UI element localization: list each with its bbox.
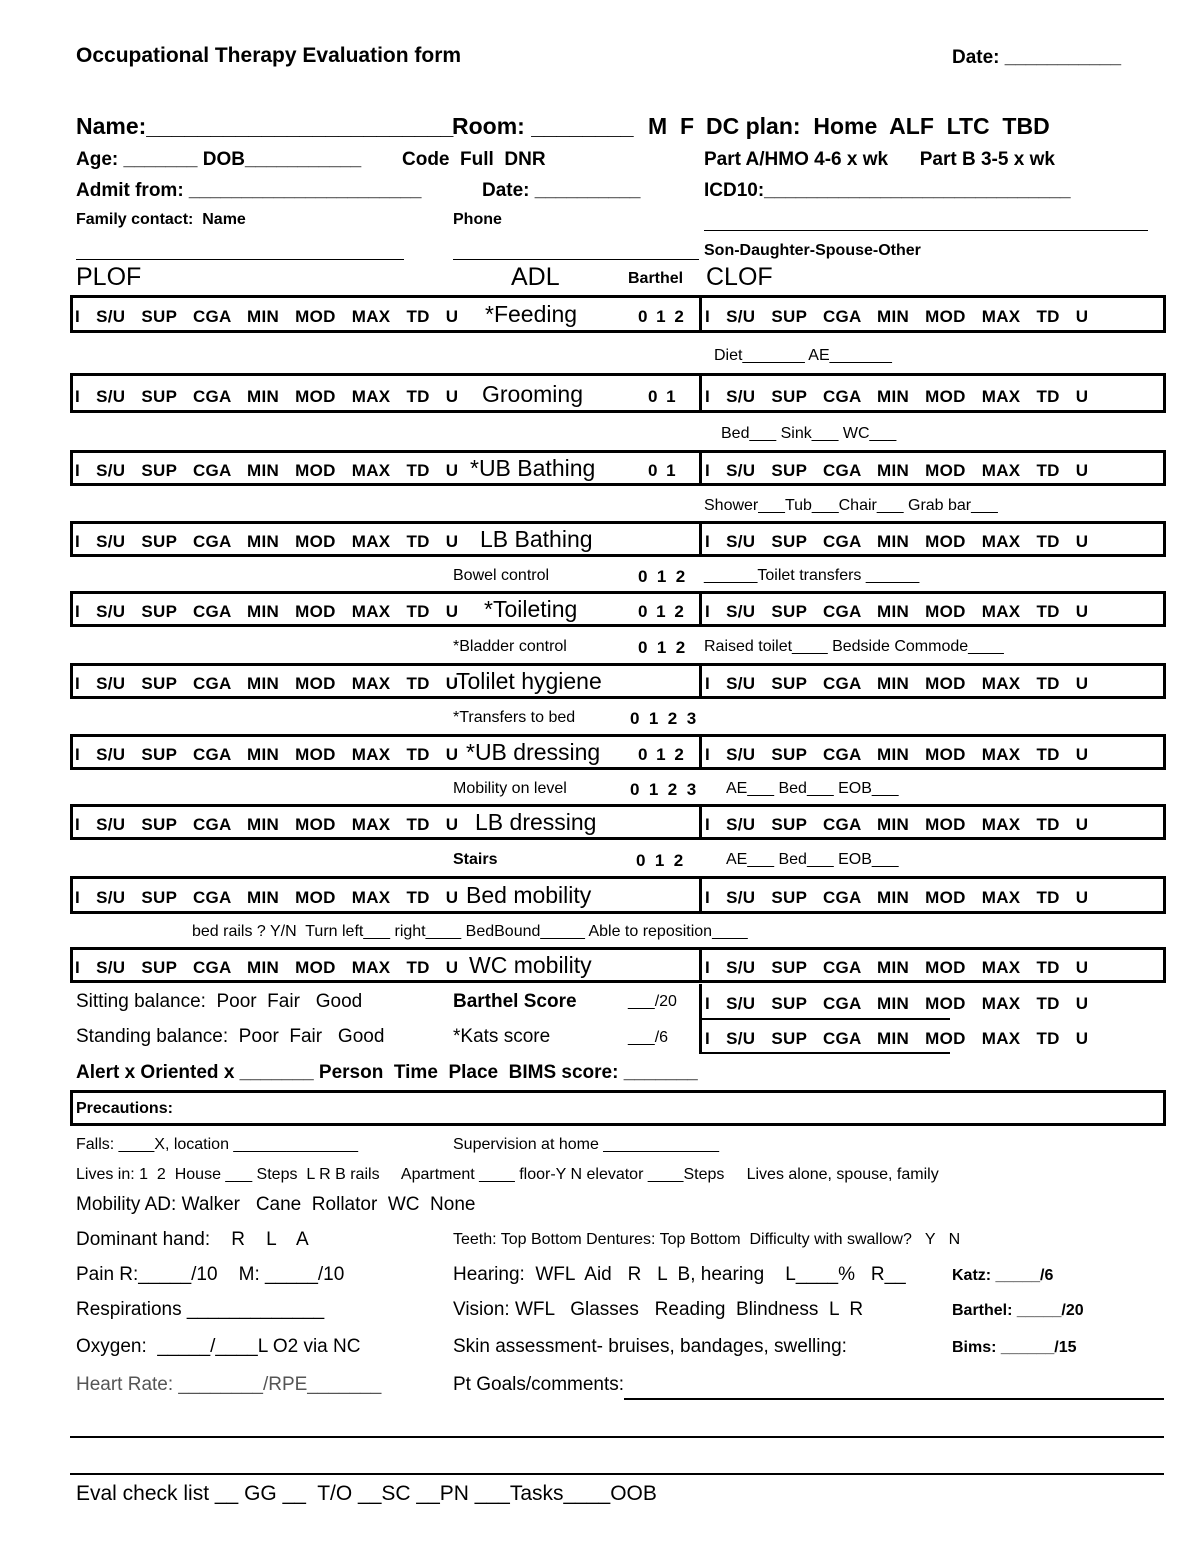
clof-levels-toileting[interactable]: I S/U SUP CGA MIN MOD MAX TD U [705,602,1089,621]
plof-levels-lb-bathing[interactable]: I S/U SUP CGA MIN MOD MAX TD U [75,532,459,551]
adl-label-grooming: Grooming [482,381,583,407]
standing-balance[interactable]: Standing balance: Poor Fair Good [76,1026,385,1047]
relation-options: Son-Daughter-Spouse-Other [704,242,921,259]
bladder-control-score[interactable]: 0 1 2 [638,638,686,657]
row-divider [699,295,702,333]
mobility-on-level-score[interactable]: 0 1 2 3 [630,780,697,799]
alert-oriented-line[interactable]: Alert x Oriented x _______ Person Time Place BIMS score: _______ [76,1062,698,1083]
bowel-control-score[interactable]: 0 1 2 [638,567,686,586]
score-divider [699,1020,702,1054]
row-divider [699,947,702,983]
lives-in-field[interactable]: Lives in: 1 2 House ___ Steps L R B rails Apartment ____ floor-Y N elevator ____Steps Lives alone, spouse, family [76,1166,939,1183]
barthel-score-grooming[interactable]: 0 1 [648,387,676,406]
clof-levels-ub-bathing[interactable]: I S/U SUP CGA MIN MOD MAX TD U [705,461,1089,480]
room-field[interactable]: Room: ________ [452,113,634,139]
pt-goals-line[interactable] [624,1398,1164,1400]
bowel-control-label: Bowel control [453,567,550,584]
skin-assessment-field[interactable]: Skin assessment- bruises, bandages, swelling: [453,1336,847,1357]
oxygen-field[interactable]: Oxygen: _____/____L O2 via NC [76,1336,361,1357]
score-underline [699,1052,950,1054]
adl-header: ADL [511,263,560,291]
row-divider [699,521,702,557]
family-contact-label: Family contact: Name [76,211,246,228]
toilet-transfers-note[interactable]: ______Toilet transfers ______ [704,567,920,584]
clof-levels-feeding[interactable]: I S/U SUP CGA MIN MOD MAX TD U [705,307,1089,326]
stairs-ae-note[interactable]: AE___ Bed___ EOB___ [726,851,899,868]
plof-levels-ub-bathing[interactable]: I S/U SUP CGA MIN MOD MAX TD U [75,461,459,480]
age-dob-field[interactable]: Age: _______ DOB___________ [76,149,362,170]
supervision-field[interactable]: Supervision at home _____________ [453,1136,719,1153]
bathing-location-note[interactable]: Shower___Tub___Chair___ Grab bar___ [704,497,998,514]
falls-field[interactable]: Falls: ____X, location ______________ [76,1136,358,1153]
icd10-field[interactable]: ICD10:_____________________________ [704,180,1071,201]
bed-rails-note[interactable]: bed rails ? Y/N Turn left___ right____ BedBound_____ Able to reposition____ [192,923,748,940]
row-divider [699,450,702,486]
teeth-field[interactable]: Teeth: Top Bottom Dentures: Top Bottom Difficulty with swallow? Y N [453,1231,961,1248]
clof-levels-ub-dressing[interactable]: I S/U SUP CGA MIN MOD MAX TD U [705,745,1089,764]
row-divider [699,734,702,770]
part-frequency-field[interactable]: Part A/HMO 4-6 x wk Part B 3-5 x wk [704,149,1055,170]
hearing-field[interactable]: Hearing: WFL Aid R L B, hearing L____% R__ [453,1264,906,1285]
plof-levels-toileting[interactable]: I S/U SUP CGA MIN MOD MAX TD U [75,602,459,621]
row-divider [699,591,702,627]
bladder-control-label: *Bladder control [453,638,567,655]
barthel-score-toileting[interactable]: 0 1 2 [638,602,684,621]
admit-from-field[interactable]: Admit from: ______________________ [76,180,422,201]
admit-date-field[interactable]: Date: __________ [482,180,641,201]
diet-note[interactable]: Diet_______ AE_______ [714,347,892,364]
plof-levels-grooming[interactable]: I S/U SUP CGA MIN MOD MAX TD U [75,387,459,406]
code-status-field[interactable]: Code Full DNR [402,149,546,170]
adl-label-ub-dressing: *UB dressing [466,739,601,765]
row-divider [699,804,702,840]
barthel-score-ub-bathing[interactable]: 0 1 [648,461,676,480]
pt-goals-label: Pt Goals/comments: [453,1374,625,1395]
clof-levels-wc-mobility[interactable]: I S/U SUP CGA MIN MOD MAX TD U [705,958,1089,977]
heart-rate-field[interactable]: Heart Rate: ________/RPE_______ [76,1374,382,1395]
score-divider [699,984,702,1020]
score-underline [699,1018,950,1020]
barthel-score-value[interactable]: ___/20 [628,993,677,1010]
sitting-clof-levels[interactable]: I S/U SUP CGA MIN MOD MAX TD U [705,994,1089,1013]
raised-toilet-note[interactable]: Raised toilet____ Bedside Commode____ [704,638,1004,655]
precautions-box[interactable] [70,1090,1166,1126]
katz-field[interactable]: Katz: _____/6 [952,1267,1054,1284]
plof-levels-ub-dressing[interactable]: I S/U SUP CGA MIN MOD MAX TD U [75,745,459,764]
row-divider [699,876,702,914]
phone-line[interactable] [453,259,699,260]
stairs-score[interactable]: 0 1 2 [636,851,684,870]
plof-levels-bed-mobility[interactable]: I S/U SUP CGA MIN MOD MAX TD U [75,888,459,907]
adl-label-bed-mobility: Bed mobility [466,882,592,908]
stairs-label: Stairs [453,851,498,868]
respirations-field[interactable]: Respirations _____________ [76,1299,325,1320]
name-field[interactable]: Name:________________________ [76,113,454,139]
barthel-score-feeding[interactable]: 0 1 2 [638,307,684,326]
adl-label-wc-mobility: WC mobility [469,952,592,978]
adl-label-lb-bathing: LB Bathing [480,526,593,552]
comments-line[interactable] [70,1436,1164,1438]
clof-levels-lb-dressing[interactable]: I S/U SUP CGA MIN MOD MAX TD U [705,815,1089,834]
adl-label-feeding: *Feeding [485,301,578,327]
barthel-header: Barthel [628,270,684,287]
dc-plan-field[interactable]: DC plan: Home ALF LTC TBD [706,113,1050,139]
plof-levels-feeding[interactable]: I S/U SUP CGA MIN MOD MAX TD U [75,307,459,326]
clof-header: CLOF [706,263,773,291]
bims-field[interactable]: Bims: ______/15 [952,1339,1077,1356]
adl-label-toileting: *Toileting [484,596,578,622]
mobility-on-level-label: Mobility on level [453,780,567,797]
mobility-ae-note[interactable]: AE___ Bed___ EOB___ [726,780,899,797]
comments-line[interactable] [70,1473,1164,1475]
clof-levels-bed-mobility[interactable]: I S/U SUP CGA MIN MOD MAX TD U [705,888,1089,907]
clof-levels-toilet-hygiene[interactable]: I S/U SUP CGA MIN MOD MAX TD U [705,674,1089,693]
barthel-score-label: Barthel Score [453,991,577,1012]
plof-levels-wc-mobility[interactable]: I S/U SUP CGA MIN MOD MAX TD U [75,958,459,977]
plof-levels-lb-dressing[interactable]: I S/U SUP CGA MIN MOD MAX TD U [75,815,459,834]
row-divider [699,373,702,413]
grooming-location-note[interactable]: Bed___ Sink___ WC___ [721,425,897,442]
plof-header: PLOF [76,263,142,291]
date-field[interactable]: Date: ___________ [952,47,1122,68]
phone-label: Phone [453,211,502,228]
precautions-label: Precautions: [76,1100,173,1117]
standing-clof-levels[interactable]: I S/U SUP CGA MIN MOD MAX TD U [705,1029,1089,1048]
barthel-summary-field[interactable]: Barthel: _____/20 [952,1302,1084,1319]
row-divider [699,663,702,699]
adl-label-toilet-hygiene: Tolilet hygiene [456,668,602,694]
vision-field[interactable]: Vision: WFL Glasses Reading Blindness L R [453,1299,864,1320]
adl-label-ub-bathing: *UB Bathing [470,455,596,481]
barthel-score-ub-dressing[interactable]: 0 1 2 [638,745,684,764]
mobility-ad-field[interactable]: Mobility AD: Walker Cane Rollator WC None [76,1194,476,1215]
eval-checklist[interactable]: Eval check list __ GG __ T/O __SC __PN ___Tasks____OOB [76,1482,657,1505]
form-title: Occupational Therapy Evaluation form [76,44,462,67]
transfers-to-bed-score[interactable]: 0 1 2 3 [630,709,697,728]
clof-levels-grooming[interactable]: I S/U SUP CGA MIN MOD MAX TD U [705,387,1089,406]
icd10-extra-line[interactable] [704,230,1148,231]
family-name-line[interactable] [76,259,404,260]
kats-score-label: *Kats score [453,1026,551,1047]
plof-levels-toilet-hygiene[interactable]: I S/U SUP CGA MIN MOD MAX TD U [75,674,459,693]
sitting-balance[interactable]: Sitting balance: Poor Fair Good [76,991,363,1012]
kats-score-value[interactable]: ___/6 [628,1029,669,1046]
sex-field[interactable]: M F [648,113,694,139]
pain-field[interactable]: Pain R:_____/10 M: _____/10 [76,1264,345,1285]
dominant-hand-field[interactable]: Dominant hand: R L A [76,1229,309,1250]
adl-label-lb-dressing: LB dressing [475,809,597,835]
transfers-to-bed-label: *Transfers to bed [453,709,576,726]
clof-levels-lb-bathing[interactable]: I S/U SUP CGA MIN MOD MAX TD U [705,532,1089,551]
